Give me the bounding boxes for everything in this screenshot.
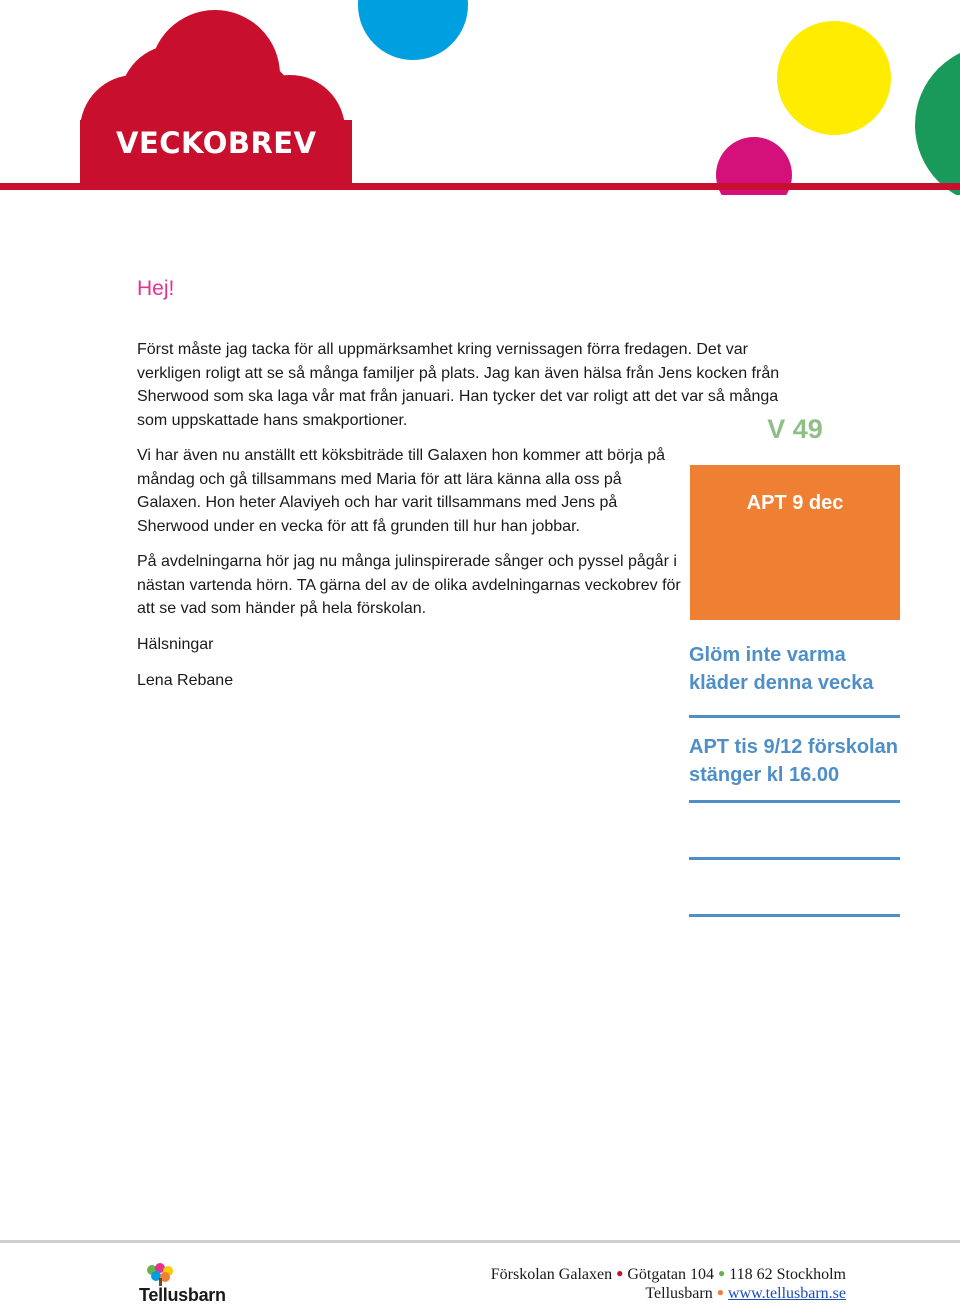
footer-rule (0, 1240, 960, 1243)
paragraph-1: Först måste jag tacka för all uppmärksamhet kring vernissagen förra fredagen. Det var verkligen roligt att se så många familjer på plats. Jag kan även hälsa från Jens kocken från Sherwood som ska laga vår mat från januari. Han tycker det var roligt att det var så många som uppskattade hans smakportioner. (137, 341, 780, 429)
divider-2 (689, 800, 900, 803)
greeting: Hej! (137, 277, 175, 300)
website-link[interactable]: www.tellusbarn.se (727, 1285, 846, 1302)
note-warm-clothes: Glöm inte varma kläder denna vecka (689, 644, 874, 694)
signature: Lena Rebane (137, 672, 234, 689)
footer-web (645, 1285, 846, 1303)
divider-3 (689, 857, 900, 860)
page-title: VECKOBREV (116, 126, 317, 160)
footer-city: 118 62 Stockholm (729, 1266, 846, 1283)
closing: Hälsningar (137, 636, 214, 653)
paragraph-3: På avdelningarna hör jag nu många julinspirerade sånger och pyssel pågår i nästan vartenda hörn. TA gärna del av de olika avdelningarnas veckobrev för att se vad som händer på hela förskolan. (137, 553, 681, 617)
apt-box-text: APT 9 dec (746, 492, 844, 514)
divider-1 (689, 715, 900, 718)
red-cloud-shape (80, 10, 352, 190)
footer-street: Götgatan 104 (627, 1266, 714, 1283)
dot-icon: ● (716, 1285, 724, 1299)
logo-text: Tellusbarn (139, 1285, 226, 1305)
divider-4 (689, 914, 900, 917)
dot-icon: ● (616, 1266, 624, 1280)
week-number: V 49 (767, 414, 823, 444)
note-apt: APT tis 9/12 förskolan stänger kl 16.00 (689, 736, 898, 786)
yellow-circle (777, 21, 891, 135)
header-decoration (0, 0, 960, 195)
dot-icon: ● (718, 1266, 726, 1280)
footer-address (491, 1266, 846, 1284)
footer-school: Förskolan Galaxen (490, 1266, 613, 1283)
footer-org: Tellusbarn (645, 1285, 713, 1302)
blue-circle (358, 0, 468, 60)
green-circle (915, 45, 960, 195)
header-rule (0, 183, 960, 190)
paragraph-2: Vi har även nu anställt ett köksbiträde till Galaxen hon kommer att börja på måndag och gå tillsammans med Maria för att lära känna alla oss på Galaxen. Hon heter Alaviyeh och har varit tillsammans med Jens på Sherwood under en vecka för att få grunden till hur han jobbar. (137, 447, 665, 535)
apt-box (690, 465, 900, 620)
